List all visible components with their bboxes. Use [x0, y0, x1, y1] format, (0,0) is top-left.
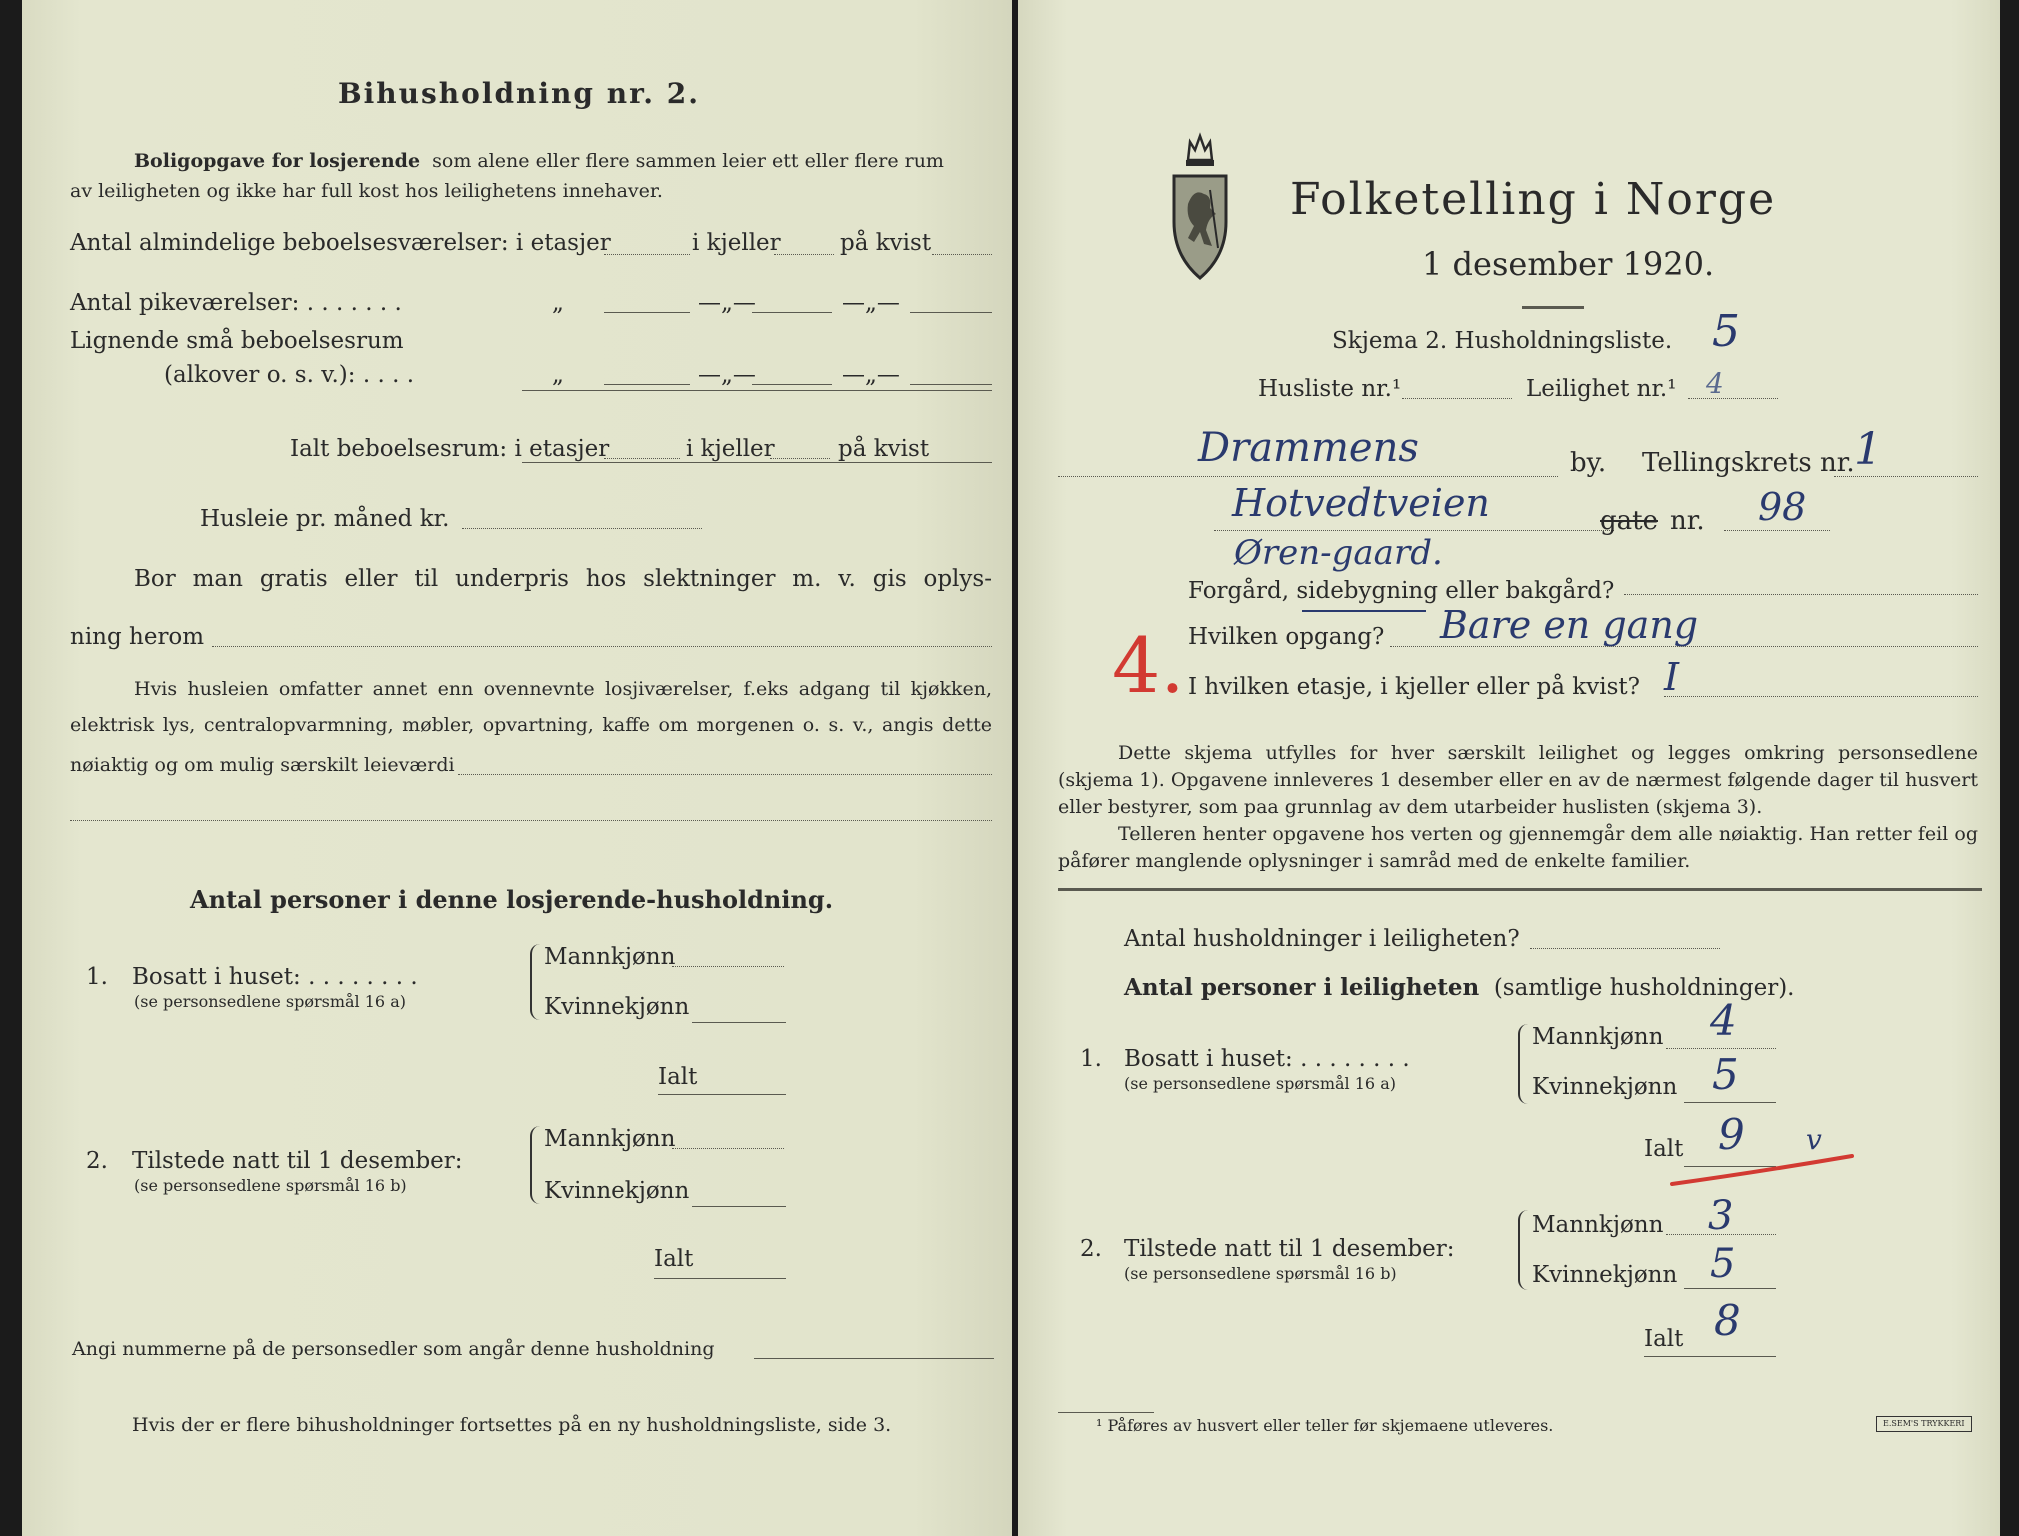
field-rooms-kvist[interactable] [932, 254, 992, 255]
left-q1-mann-label: Mannkjønn [544, 944, 676, 970]
left-q2-ialt-field[interactable] [654, 1278, 786, 1279]
left-q1-kvinne-label: Kvinnekjønn [544, 994, 690, 1020]
right-q2-mann-field[interactable] [1666, 1234, 1776, 1235]
gate-nr-value[interactable]: 98 [1758, 485, 1807, 529]
field-lign-etasjer[interactable] [604, 384, 690, 385]
red-pencil-stroke [1668, 1150, 1858, 1190]
right-q1-ialt-label: Ialt [1644, 1136, 1684, 1162]
right-q2-kvinne-value[interactable]: 5 [1710, 1241, 1736, 1287]
left-q2-brace [530, 1126, 540, 1204]
right-q1-kvinne-label: Kvinnekjønn [1532, 1074, 1678, 1100]
antal-pers-heading: Antal personer i leiligheten (samtlige husholdninger). [1124, 974, 1795, 1001]
intro-line-1: Boligopgave for losjerende som alene eller flere sammen leier ett eller flere rum [134, 150, 944, 172]
note-line-2: elektrisk lys, centralopvarmning, møbler, opvartning, kaffe om morgenen o. s. v., angis dette [70, 714, 992, 736]
etasje-label: I hvilken etasje, i kjeller eller på kvist? [1188, 674, 1640, 700]
left-q1-mann-field[interactable] [672, 966, 784, 967]
q-rooms-label: Antal almindelige beboelsesværelser: i etasjer [70, 230, 611, 256]
instruction-paragraph-1: Dette skjema utfylles for hver særskilt leilighet og legges omkring personsedlene (skjema 1). Opgavene innleveres 1 desember eller en av de nærmest følgende dager til husvert eller bestyrer, som paa grunnlag av dem utarbeider huslisten (skjema 3). [1058, 742, 1978, 818]
left-q2-sub: (se personsedlene spørsmål 16 b) [134, 1176, 407, 1195]
right-q2-ialt-label: Ialt [1644, 1326, 1684, 1352]
right-q1-mann-label: Mannkjønn [1532, 1024, 1664, 1050]
right-q1-kvinne-field[interactable] [1684, 1102, 1776, 1103]
ditto-mark: „ [552, 362, 564, 388]
field-leieverdi[interactable] [458, 774, 992, 775]
margin-number-red: 4. [1112, 621, 1185, 710]
forgaard-label: Forgård, sidebygning eller bakgård? [1188, 578, 1615, 604]
ditto-mark: —„— [698, 362, 756, 388]
q-pike-label: Antal pikeværelser: . . . . . . . [70, 290, 402, 316]
left-q1-kvinne-field[interactable] [692, 1022, 786, 1023]
field-rooms-etasjer[interactable] [604, 254, 690, 255]
q-gratis-line-1: Bor man gratis eller til underpris hos slektninger m. v. gis oplys- [134, 566, 992, 592]
right-title: Folketelling i Norge [1290, 174, 1777, 225]
field-pike-kjeller[interactable] [752, 312, 832, 313]
right-q1-sub: (se personsedlene spørsmål 16 a) [1124, 1074, 1396, 1093]
skjema-value[interactable]: 5 [1712, 306, 1740, 357]
field-husleie[interactable] [462, 528, 702, 529]
ditto-mark: —„— [842, 362, 900, 388]
right-q2-ialt-value[interactable]: 8 [1714, 1296, 1741, 1345]
gaard-annotation: Øren-gaard. [1234, 533, 1443, 573]
leilighet-value[interactable]: 4 [1706, 367, 1724, 400]
field-lign-kjeller[interactable] [752, 384, 832, 385]
q-lignende-label-2: (alkover o. s. v.): . . . . [164, 362, 415, 388]
right-q1-mann-field[interactable] [1666, 1048, 1776, 1049]
forgaard-field[interactable] [1624, 594, 1978, 595]
right-q2-sub: (se personsedlene spørsmål 16 b) [1124, 1264, 1397, 1283]
left-q2-number: 2. [86, 1148, 108, 1174]
left-q2-label: Tilstede natt til 1 desember: [132, 1148, 463, 1174]
right-q2-mann-value[interactable]: 3 [1708, 1193, 1734, 1239]
right-q2-ialt-field[interactable] [1644, 1356, 1776, 1357]
city-field[interactable] [1058, 476, 1558, 477]
gate-label-struck: gate [1600, 506, 1658, 536]
check-mark: v [1806, 1123, 1822, 1156]
husliste-field[interactable] [1402, 398, 1512, 399]
instruction-paragraph-2: Telleren henter opgavene hos verten og gjennemgår dem alle nøiaktig. Han retter feil og påfører manglende oplysninger i samråd med de enkelte familier. [1058, 823, 1978, 872]
printer-stamp: E.SEM'S TRYKKERI [1876, 1416, 1972, 1432]
left-q2-kvinne-label: Kvinnekjønn [544, 1178, 690, 1204]
right-q1-number: 1. [1080, 1046, 1102, 1072]
q-ialt-kvist: på kvist [838, 436, 930, 462]
right-q1-label: Bosatt i huset: . . . . . . . . [1124, 1046, 1410, 1072]
tellingskrets-label: Tellingskrets nr. [1642, 448, 1855, 478]
etasje-field[interactable] [1664, 696, 1978, 697]
ialt-underline [522, 462, 992, 463]
field-ialt-etasjer[interactable] [604, 458, 680, 459]
tellingskrets-value[interactable]: 1 [1854, 424, 1882, 475]
city-value[interactable]: Drammens [1198, 425, 1419, 471]
right-q2-number: 2. [1080, 1236, 1102, 1262]
gate-nr-label: nr. [1670, 506, 1705, 536]
footnote: ¹ Påføres av husvert eller teller før skjemaene utleveres. [1096, 1416, 1554, 1435]
opgang-field[interactable] [1390, 646, 1978, 647]
sidebygning-underline [1302, 610, 1426, 612]
field-ialt-kjeller[interactable] [770, 458, 830, 459]
q-ialt-kjeller: i kjeller [686, 436, 775, 462]
right-q2-kvinne-field[interactable] [1684, 1288, 1776, 1289]
coat-of-arms-icon [1168, 130, 1232, 282]
left-angi-field[interactable] [754, 1358, 994, 1359]
field-pike-etasjer[interactable] [604, 312, 690, 313]
intro-line-2: av leiligheten og ikke har full kost hos leilighetens innehaver. [70, 180, 663, 202]
field-gratis[interactable] [212, 646, 992, 647]
left-q1-ialt-field[interactable] [658, 1094, 786, 1095]
right-q1-brace [1518, 1024, 1528, 1104]
street-value[interactable]: Hotvedtveien [1232, 481, 1490, 525]
footnote-rule [1058, 1412, 1154, 1413]
right-q2-mann-label: Mannkjønn [1532, 1212, 1664, 1238]
q-ialt-rum-label: Ialt beboelsesrum: i etasjer [290, 436, 610, 462]
right-q1-mann-value[interactable]: 4 [1710, 996, 1737, 1045]
left-q2-mann-field[interactable] [672, 1148, 784, 1149]
right-q1-kvinne-value[interactable]: 5 [1712, 1050, 1739, 1099]
q-husleie-label: Husleie pr. måned kr. [200, 506, 450, 532]
note-line-3: nøiaktig og om mulig særskilt leieværdi [70, 754, 455, 776]
note-line-1: Hvis husleien omfatter annet enn ovennevnte losjiværelser, f.eks adgang til kjøkken, [134, 678, 992, 700]
q-gratis-line-2: ning herom [70, 624, 205, 650]
field-pike-kvist[interactable] [910, 312, 992, 313]
antal-hush-field[interactable] [1530, 948, 1720, 949]
left-footer: Hvis der er flere bihusholdninger fortsettes på en ny husholdningsliste, side 3. [132, 1414, 892, 1436]
right-page [1018, 0, 2000, 1536]
right-q2-label: Tilstede natt til 1 desember: [1124, 1236, 1455, 1262]
tellingskrets-field[interactable] [1834, 476, 1978, 477]
q-lignende-label-1: Lignende små beboelsesrum [70, 328, 404, 354]
section-divider [1058, 888, 1982, 891]
gate-nr-field[interactable] [1724, 530, 1830, 531]
opgang-value[interactable]: Bare en gang [1440, 603, 1699, 647]
leilighet-field[interactable] [1688, 398, 1778, 399]
left-section-heading: Antal personer i denne losjerende-husholdning. [190, 885, 834, 914]
husliste-label: Husliste nr.¹ [1258, 376, 1402, 402]
left-q2-mann-label: Mannkjønn [544, 1126, 676, 1152]
q-rooms-kvist: på kvist [840, 230, 932, 256]
field-rooms-kjeller[interactable] [774, 254, 834, 255]
ditto-mark: „ [552, 290, 564, 316]
ditto-mark: —„— [842, 290, 900, 316]
left-q1-number: 1. [86, 964, 108, 990]
field-lign-kvist[interactable] [910, 384, 992, 385]
right-q1-ialt-value[interactable]: 9 [1718, 1110, 1745, 1159]
etasje-value[interactable]: I [1664, 655, 1680, 699]
sum-rule [522, 390, 992, 391]
left-q1-ialt-label: Ialt [658, 1064, 698, 1090]
left-q2-ialt-label: Ialt [654, 1246, 694, 1272]
title-rule [1522, 306, 1584, 309]
leilighet-label: Leilighet nr.¹ [1526, 376, 1677, 402]
opgang-label: Hvilken opgang? [1188, 624, 1385, 650]
left-title: Bihusholdning nr. 2. [338, 77, 700, 110]
antal-hush-label: Antal husholdninger i leiligheten? [1124, 926, 1520, 952]
skjema-label: Skjema 2. Husholdningsliste. [1332, 328, 1673, 354]
right-date: 1 desember 1920. [1422, 245, 1715, 283]
right-q2-brace [1518, 1210, 1528, 1290]
ditto-mark: —„— [698, 290, 756, 316]
left-angi-label: Angi nummerne på de personsedler som angår denne husholdning [72, 1338, 715, 1360]
q-rooms-kjeller: i kjeller [692, 230, 781, 256]
right-q2-kvinne-label: Kvinnekjønn [1532, 1262, 1678, 1288]
left-q1-label: Bosatt i huset: . . . . . . . . [132, 964, 418, 990]
left-q1-sub: (se personsedlene spørsmål 16 a) [134, 992, 406, 1011]
left-q2-kvinne-field[interactable] [692, 1206, 786, 1207]
field-leieverdi-extra[interactable] [70, 820, 992, 821]
left-page [22, 0, 1012, 1536]
left-q1-brace [530, 944, 540, 1020]
by-label: by. [1570, 448, 1607, 478]
street-field[interactable] [1214, 530, 1614, 531]
